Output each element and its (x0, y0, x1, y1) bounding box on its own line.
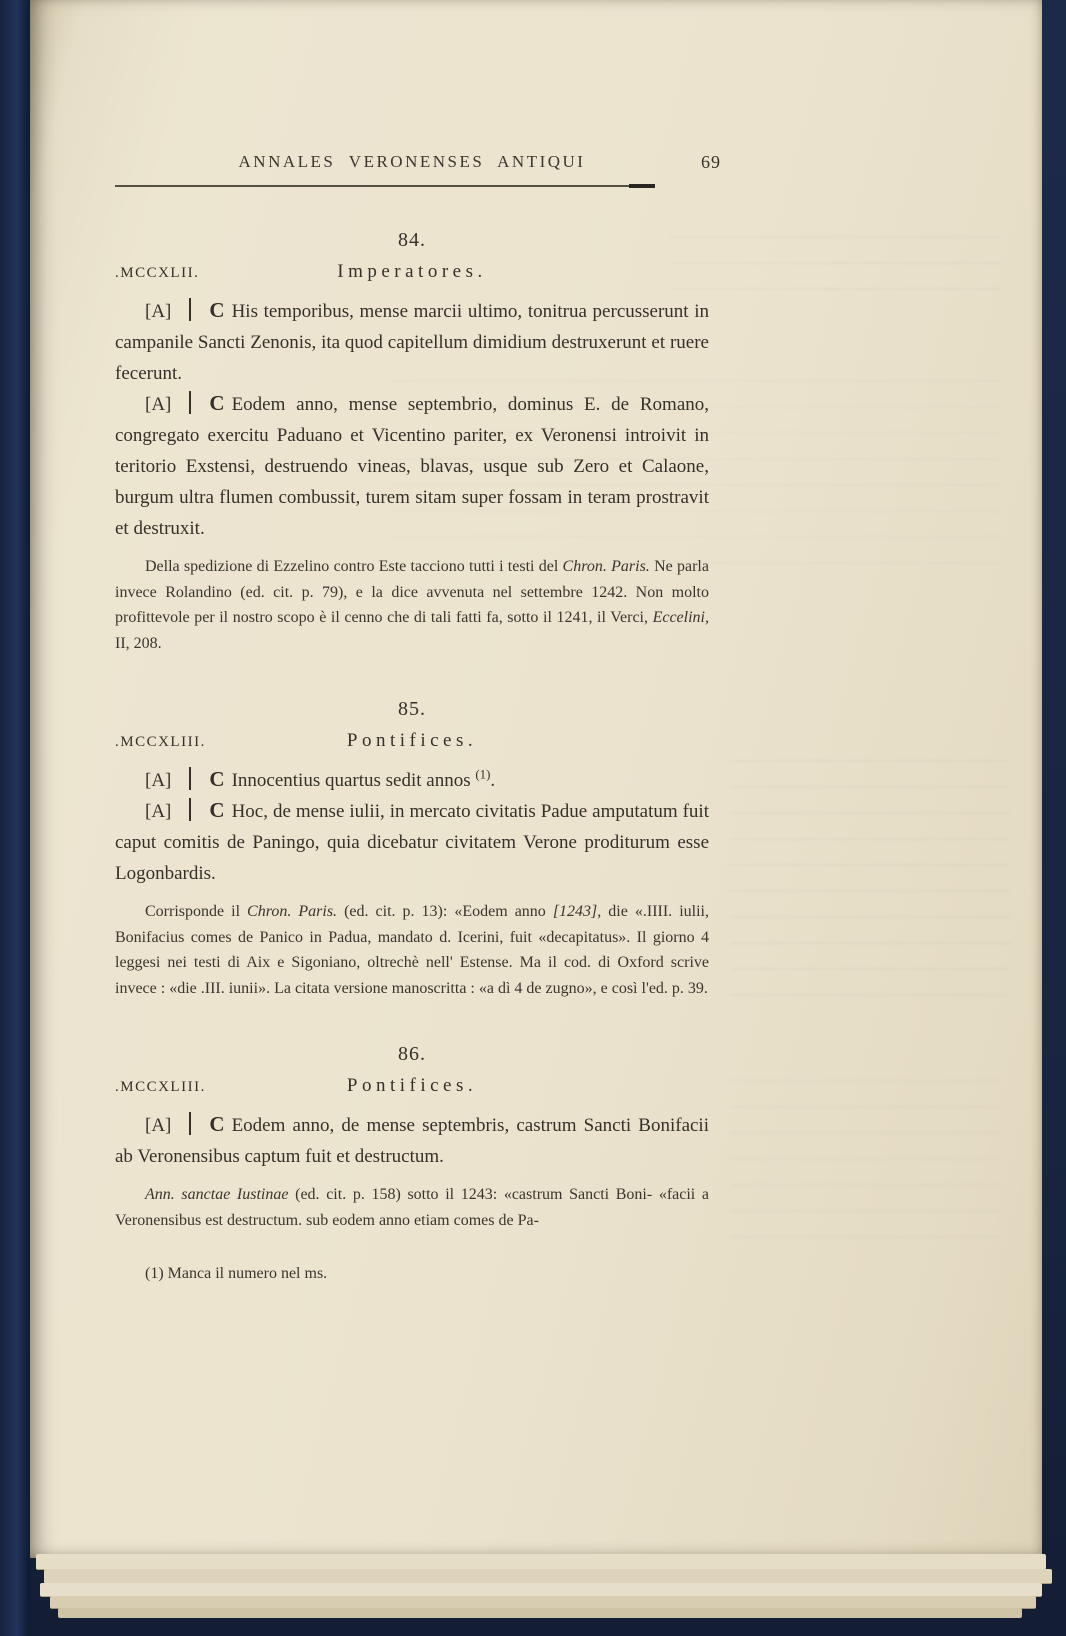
entry-heading: Imperatores. (337, 261, 487, 282)
page (30, 0, 1042, 1558)
capitulum-icon: C (179, 769, 224, 790)
show-through (730, 760, 1010, 1010)
footnote: (1) Manca il numero nel ms. (145, 1265, 328, 1282)
header-rule (115, 185, 653, 187)
editorial-note: Della spedizione di Ezzelino contro Este tacciono tutti i testi del Chron. Paris. Ne parla invece Rolandino (ed. cit. p. 79), e la dice avvenuta nel settembre 1242. Non molto profittevole per il nostro scopo è il cenno che di tali fatti fa, sotto il 1241, il Verci, Eccelini, II, 208. (115, 558, 709, 652)
capitulum-icon: C (179, 800, 224, 821)
entry-85 (115, 698, 709, 1001)
paragraph (115, 296, 709, 389)
page-title: ANNALES VERONENSES ANTIQUI (238, 152, 586, 171)
page-number: 69 (701, 152, 721, 172)
source-marker: [A] (145, 770, 172, 791)
page-edge (40, 1583, 1042, 1597)
entry-heading-row (115, 261, 709, 283)
text-column (115, 0, 721, 1283)
page-edge (36, 1554, 1046, 1570)
paragraph-text: Hoc, de mense iulii, in mercato civitatis Padue amputatum fuit caput comitis de Paningo, quia dicebatur civitatem Verone proditurum esse Logonbardis. (115, 801, 709, 884)
entry-heading: Pontifices. (346, 1075, 478, 1096)
source-marker: [A] (145, 301, 172, 322)
entry-year: .MCCXLIII. (115, 1079, 206, 1095)
entry-heading-row (115, 1075, 709, 1097)
entry-heading-row (115, 730, 709, 752)
entry-year: .MCCXLIII. (115, 734, 206, 750)
source-marker: [A] (145, 1115, 172, 1136)
paragraph-text: Eodem anno, mense septembrio, dominus E. de Romano, congregato exercitu Paduano et Vicentino pariter, ex Veronensi introivit in teritorio Exstensi, destruendo vineas, blavas, usque sub Zero et Calaone, burgum ultra flumen combussit, turem sitam super fossam in teram prostravit et destruxit. (115, 394, 709, 539)
entry-number: 84. (398, 229, 426, 251)
capitulum-icon: C (179, 393, 224, 414)
page-edge (58, 1608, 1022, 1618)
show-through (730, 1080, 1000, 1240)
book-binding (0, 0, 30, 1636)
entry-number: 86. (398, 1043, 426, 1065)
capitulum-icon: C (179, 300, 224, 321)
capitulum-icon: C (179, 1114, 224, 1135)
entry-heading: Pontifices. (346, 730, 478, 751)
page-edge (44, 1569, 1052, 1584)
page-stack (0, 1552, 1066, 1636)
paragraph-text: Innocentius quartus sedit annos $^{(1)}$. (231, 766, 496, 791)
paragraph (115, 1110, 709, 1172)
paragraph (115, 765, 709, 796)
editorial-note: Corrisponde il Chron. Paris. (ed. cit. p. 13): «Eodem anno [1243], die «.IIII. iulii, Bonifacius comes de Panico in Padua, mandato d. Icerini, fuit «decapitatus». Il giorno 4 leggesi nei testi di Aix e Sigoniano, oltrechè nell' Estense. Ma il cod. di Oxford scrive invece : «die .III. iunii». La citata versione manoscritta : «a dì 4 de zugno», e così l'ed. p. 39. (115, 903, 709, 997)
entry-year: .MCCXLII. (115, 265, 200, 281)
paragraph-text: Eodem anno, de mense septembris, castrum Sancti Bonifacii ab Veronensibus captum fuit et destructum. (115, 1115, 709, 1167)
source-marker: [A] (145, 801, 172, 822)
running-header (115, 152, 721, 176)
show-through (670, 236, 1000, 296)
editorial-note: Ann. sanctae Iustinae (ed. cit. p. 158) sotto il 1243: «castrum Sancti Boni- «facii a Veronensibus est destructum. sub eodem anno etiam comes de Pa- (115, 1186, 709, 1229)
entry-number: 85. (398, 698, 426, 720)
paragraph (115, 796, 709, 889)
source-marker: [A] (145, 394, 172, 415)
entry-84 (115, 229, 709, 656)
paragraph (115, 389, 709, 544)
entry-86 (115, 1043, 709, 1233)
paragraph-text: His temporibus, mense marcii ultimo, tonitrua percusserunt in campanile Sancti Zenonis, ita quod capitellum dimidium destruxerunt et ruere fecerunt. (115, 301, 709, 384)
